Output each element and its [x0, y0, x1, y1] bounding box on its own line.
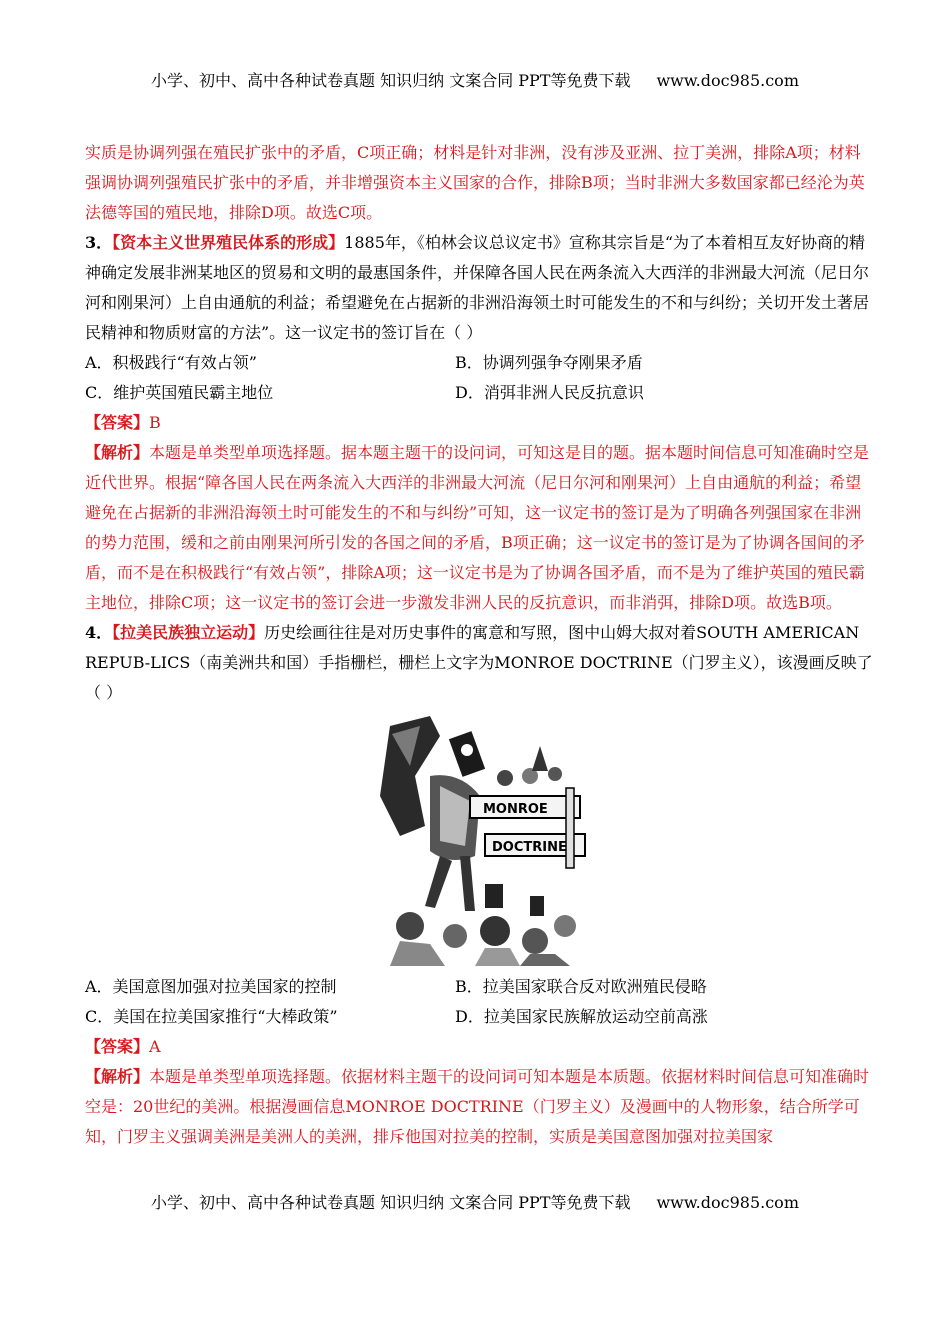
question-4-answer — [85, 1032, 875, 1062]
question-3-number: 3． — [85, 233, 113, 252]
question-4-explanation-text: 本题是单类型单项选择题。依据材料主题干的设问词可知本题是本质题。依据材料时间信息可知准确时空是：20世纪的美洲。根据漫画信息MONROE DOCTRINE（门罗主义）及漫画中的人物形象，结合所学可知，门罗主义强调美洲是美洲人的美洲，排斥他国对拉美的控制，实质是美国意图加强对拉美国家 — [85, 1067, 870, 1146]
question-4-option-b: B．拉美国家联合反对欧洲殖民侵略 — [455, 977, 707, 996]
page-footer — [0, 1190, 950, 1213]
monroe-doctrine-cartoon — [370, 716, 590, 966]
question-4-number: 4． — [85, 623, 113, 642]
document-body — [85, 138, 875, 1152]
question-3-stem — [85, 228, 875, 348]
header-text: 小学、初中、高中各种试卷真题 知识归纳 文案合同 PPT等免费下载 — [151, 71, 631, 90]
footer-text: 小学、初中、高中各种试卷真题 知识归纳 文案合同 PPT等免费下载 — [151, 1193, 631, 1212]
question-3-explanation-text: 本题是单类型单项选择题。据本题主题干的设问词，可知这是目的题。据本题时间信息可知准确时空是近代世界。根据“障各国人民在两条流入大西洋的非洲最大河流（尼日尔河和刚果河）上自由通航的利益；希望避免在占据新的非洲沿海领土时可能发生的不和与纠纷”可知，这一议定书的签订是为了明确各列强国家在非洲的势力范围，缓和之前由刚果河所引发的各国之间的矛盾，B项正确；这一议定书的签订是为了协调各国间的矛盾，而不是在积极践行“有效占领”，排除A项；这一议定书是为了协调各国矛盾，而不是为了维护英国的殖民霸主地位，排除C项；这一议定书的签订会进一步激发非洲人民的反抗意识，而非消弭，排除D项。故选B项。 — [85, 443, 870, 612]
cartoon-label-monroe: MONROE — [483, 802, 548, 817]
question-3-explanation-label: 【解析】 — [85, 443, 150, 462]
header-site-link[interactable]: www.doc985.com — [656, 71, 799, 90]
question-4-stem — [85, 618, 875, 708]
previous-explanation: 实质是协调列强在殖民扩张中的矛盾，C项正确；材料是针对非洲，没有涉及亚洲、拉丁美洲，排除A项；材料强调协调列强殖民扩张中的矛盾，并非增强资本主义国家的合作，排除B项；当时非洲大多数国家都已经沦为英法德等国的殖民地，排除D项。故选C项。 — [85, 143, 865, 222]
question-4-option-d: D．拉美国家民族解放运动空前高涨 — [455, 1007, 708, 1026]
question-3-tag: 【资本主义世界殖民体系的形成】 — [112, 233, 345, 252]
question-3-option-a: A．积极践行“有效占领” — [85, 353, 257, 372]
footer-site-link[interactable]: www.doc985.com — [656, 1193, 799, 1212]
question-4-answer-label: 【答案】 — [85, 1037, 150, 1056]
question-4-option-a: A．美国意图加强对拉美国家的控制 — [85, 977, 337, 996]
question-4-option-c: C．美国在拉美国家推行“大棒政策” — [85, 1007, 338, 1026]
question-3-answer-label: 【答案】 — [85, 413, 150, 432]
question-4-answer-value: A — [149, 1037, 161, 1056]
question-3-text: 1885年，《柏林会议总议定书》宣称其宗旨是“为了本着相互友好协商的精神确定发展非洲某地区的贸易和文明的最惠国条件，并保障各国人民在两条流入大西洋的非洲最大河流（尼日尔河和刚果河）上自由通航的利益；希望避免在占据新的非洲沿海领土时可能发生的不和与纠纷；关切开发土著居民精神和物质财富的方法”。这一议定书的签订旨在（ ） — [85, 233, 870, 342]
cartoon-label-doctrine: DOCTRINE — [492, 840, 567, 855]
question-4-explanation-label: 【解析】 — [85, 1067, 150, 1086]
question-3-options-row-2 — [85, 378, 875, 408]
question-3-answer — [85, 408, 875, 438]
question-4-explanation — [85, 1062, 875, 1152]
question-3-options-row-1 — [85, 348, 875, 378]
question-3-option-b: B．协调列强争夺刚果矛盾 — [455, 353, 643, 372]
question-3-explanation — [85, 438, 875, 618]
question-3-option-d: D．消弭非洲人民反抗意识 — [455, 383, 644, 402]
question-4-options-row-1 — [85, 972, 875, 1002]
question-4-tag: 【拉美民族独立运动】 — [112, 623, 265, 642]
page-header — [0, 68, 950, 91]
question-3-answer-value: B — [149, 413, 161, 432]
question-3-option-c: C．维护英国殖民霸主地位 — [85, 383, 274, 402]
question-4-text: 历史绘画往往是对历史事件的寓意和写照，图中山姆大叔对着SOUTH AMERICAN REPUB-LICS（南美洲共和国）手指栅栏，栅栏上文字为MONROE DOCTRINE（门罗主义），该漫画反映了（ ） — [85, 623, 873, 702]
question-4-options-row-2 — [85, 1002, 875, 1032]
